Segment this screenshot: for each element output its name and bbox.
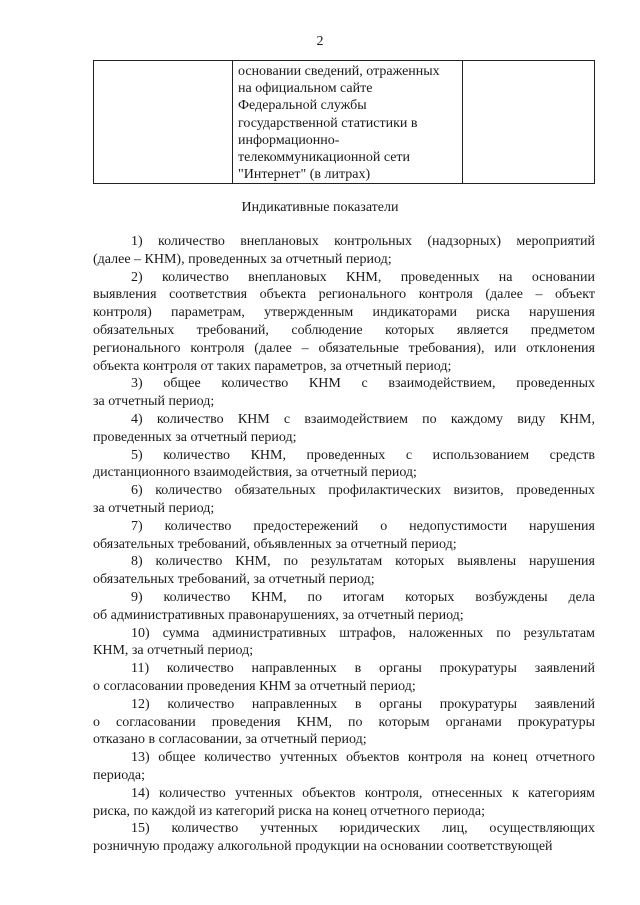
indicator-line: 11) количество направленных в органы прокуратуры заявлений (131, 661, 595, 677)
indicator-line: 15) количество учтенных юридических лиц, осуществляющих (131, 821, 595, 837)
indicator-line: 10) сумма административных штрафов, наложенных по результатам (131, 625, 595, 641)
indicator-line: контроля) параметрам, утвержденным индикаторами риска нарушения (93, 305, 595, 321)
indicator-line: 6) количество обязательных профилактических визитов, проведенных (131, 483, 595, 499)
indicator-line: 9) количество КНМ, по итогам которых возбуждены дела (131, 589, 595, 605)
page-number: 2 (316, 34, 324, 49)
indicator-line: 1) количество внеплановых контрольных (надзорных) мероприятий (131, 234, 595, 249)
indicator-item (93, 411, 595, 447)
indicator-line: 8) количество КНМ, по результатам которых выявлены нарушения (131, 554, 595, 570)
indicator-line: обязательных требований, соблюдение которых является предметом (93, 322, 595, 338)
indicator-line: обязательных требований, объявленных за отчетный период; (93, 536, 457, 552)
indicator-item (93, 447, 595, 483)
section-heading: Индикативные показатели (241, 200, 399, 215)
indicator-list (93, 233, 595, 856)
indicator-line: об административных правонарушениях, за отчетный период; (93, 607, 464, 623)
indicator-item (93, 589, 595, 625)
indicator-item (93, 482, 595, 518)
indicator-line: 13) общее количество учтенных объектов контроля на конец отчетного (131, 750, 595, 766)
indicator-line: 14) количество учтенных объектов контроля, отнесенных к категориям (131, 785, 595, 801)
indicator-line: 7) количество предостережений о недопустимости нарушения (131, 518, 595, 534)
indicator-line: дистанционного взаимодействия, за отчетный период; (93, 465, 417, 481)
indicator-line: о согласовании проведения КНМ за отчетный период; (93, 678, 416, 694)
indicator-line: КНМ, за отчетный период; (93, 643, 254, 659)
indicator-item (93, 518, 595, 554)
continuation-table (93, 60, 595, 184)
indicator-line: 5) количество КНМ, проведенных с использованием средств (131, 447, 595, 463)
indicator-line: объекта контроля от таких параметров, за отчетный период; (93, 358, 452, 374)
indicator-line: риска, по каждой из категорий риска на конец отчетного периода; (93, 803, 485, 819)
indicator-line: регионального контроля (далее – обязательные требования), или отклонения (93, 340, 595, 356)
indicator-item (93, 553, 595, 589)
indicator-line: 4) количество КНМ с взаимодействием по каждому виду КНМ, (131, 411, 595, 427)
indicator-line: о согласовании проведения КНМ, по которым органами прокуратуры (93, 714, 595, 730)
indicator-line: проведенных за отчетный период; (93, 429, 297, 445)
indicator-item (93, 820, 595, 856)
indicator-line: розничную продажу алкогольной продукции на основании соответствующей (93, 839, 553, 855)
indicator-line: (далее – КНМ), проведенных за отчетный период; (93, 251, 392, 267)
table-cell-text: основании сведений, отраженных на официальном сайте Федеральной службы государственной статистики в информационно- телекоммуникационной сети "Интернет" (в литрах) (238, 64, 440, 183)
indicator-item (93, 785, 595, 821)
indicator-item (93, 696, 595, 749)
indicator-line: периода; (93, 767, 146, 783)
indicator-line: обязательных требований, за отчетный период; (93, 572, 375, 588)
indicator-line: отказано в согласовании, за отчетный период; (93, 732, 367, 748)
table-column-divider (232, 61, 233, 183)
indicator-line: 3) общее количество КНМ с взаимодействием, проведенных (131, 376, 595, 392)
indicator-item (93, 660, 595, 696)
indicator-item (93, 233, 595, 269)
indicator-line: за отчетный период; (93, 500, 215, 516)
indicator-line: 12) количество направленных в органы прокуратуры заявлений (131, 696, 595, 712)
indicator-item (93, 375, 595, 411)
indicator-item (93, 749, 595, 785)
indicator-line: выявления соответствия объекта регионального контроля (далее – объект (93, 287, 595, 303)
indicator-line: за отчетный период; (93, 394, 215, 410)
indicator-item (93, 269, 595, 376)
indicator-item (93, 625, 595, 661)
indicator-line: 2) количество внеплановых КНМ, проведенных на основании (131, 269, 595, 285)
table-column-divider (462, 61, 463, 183)
